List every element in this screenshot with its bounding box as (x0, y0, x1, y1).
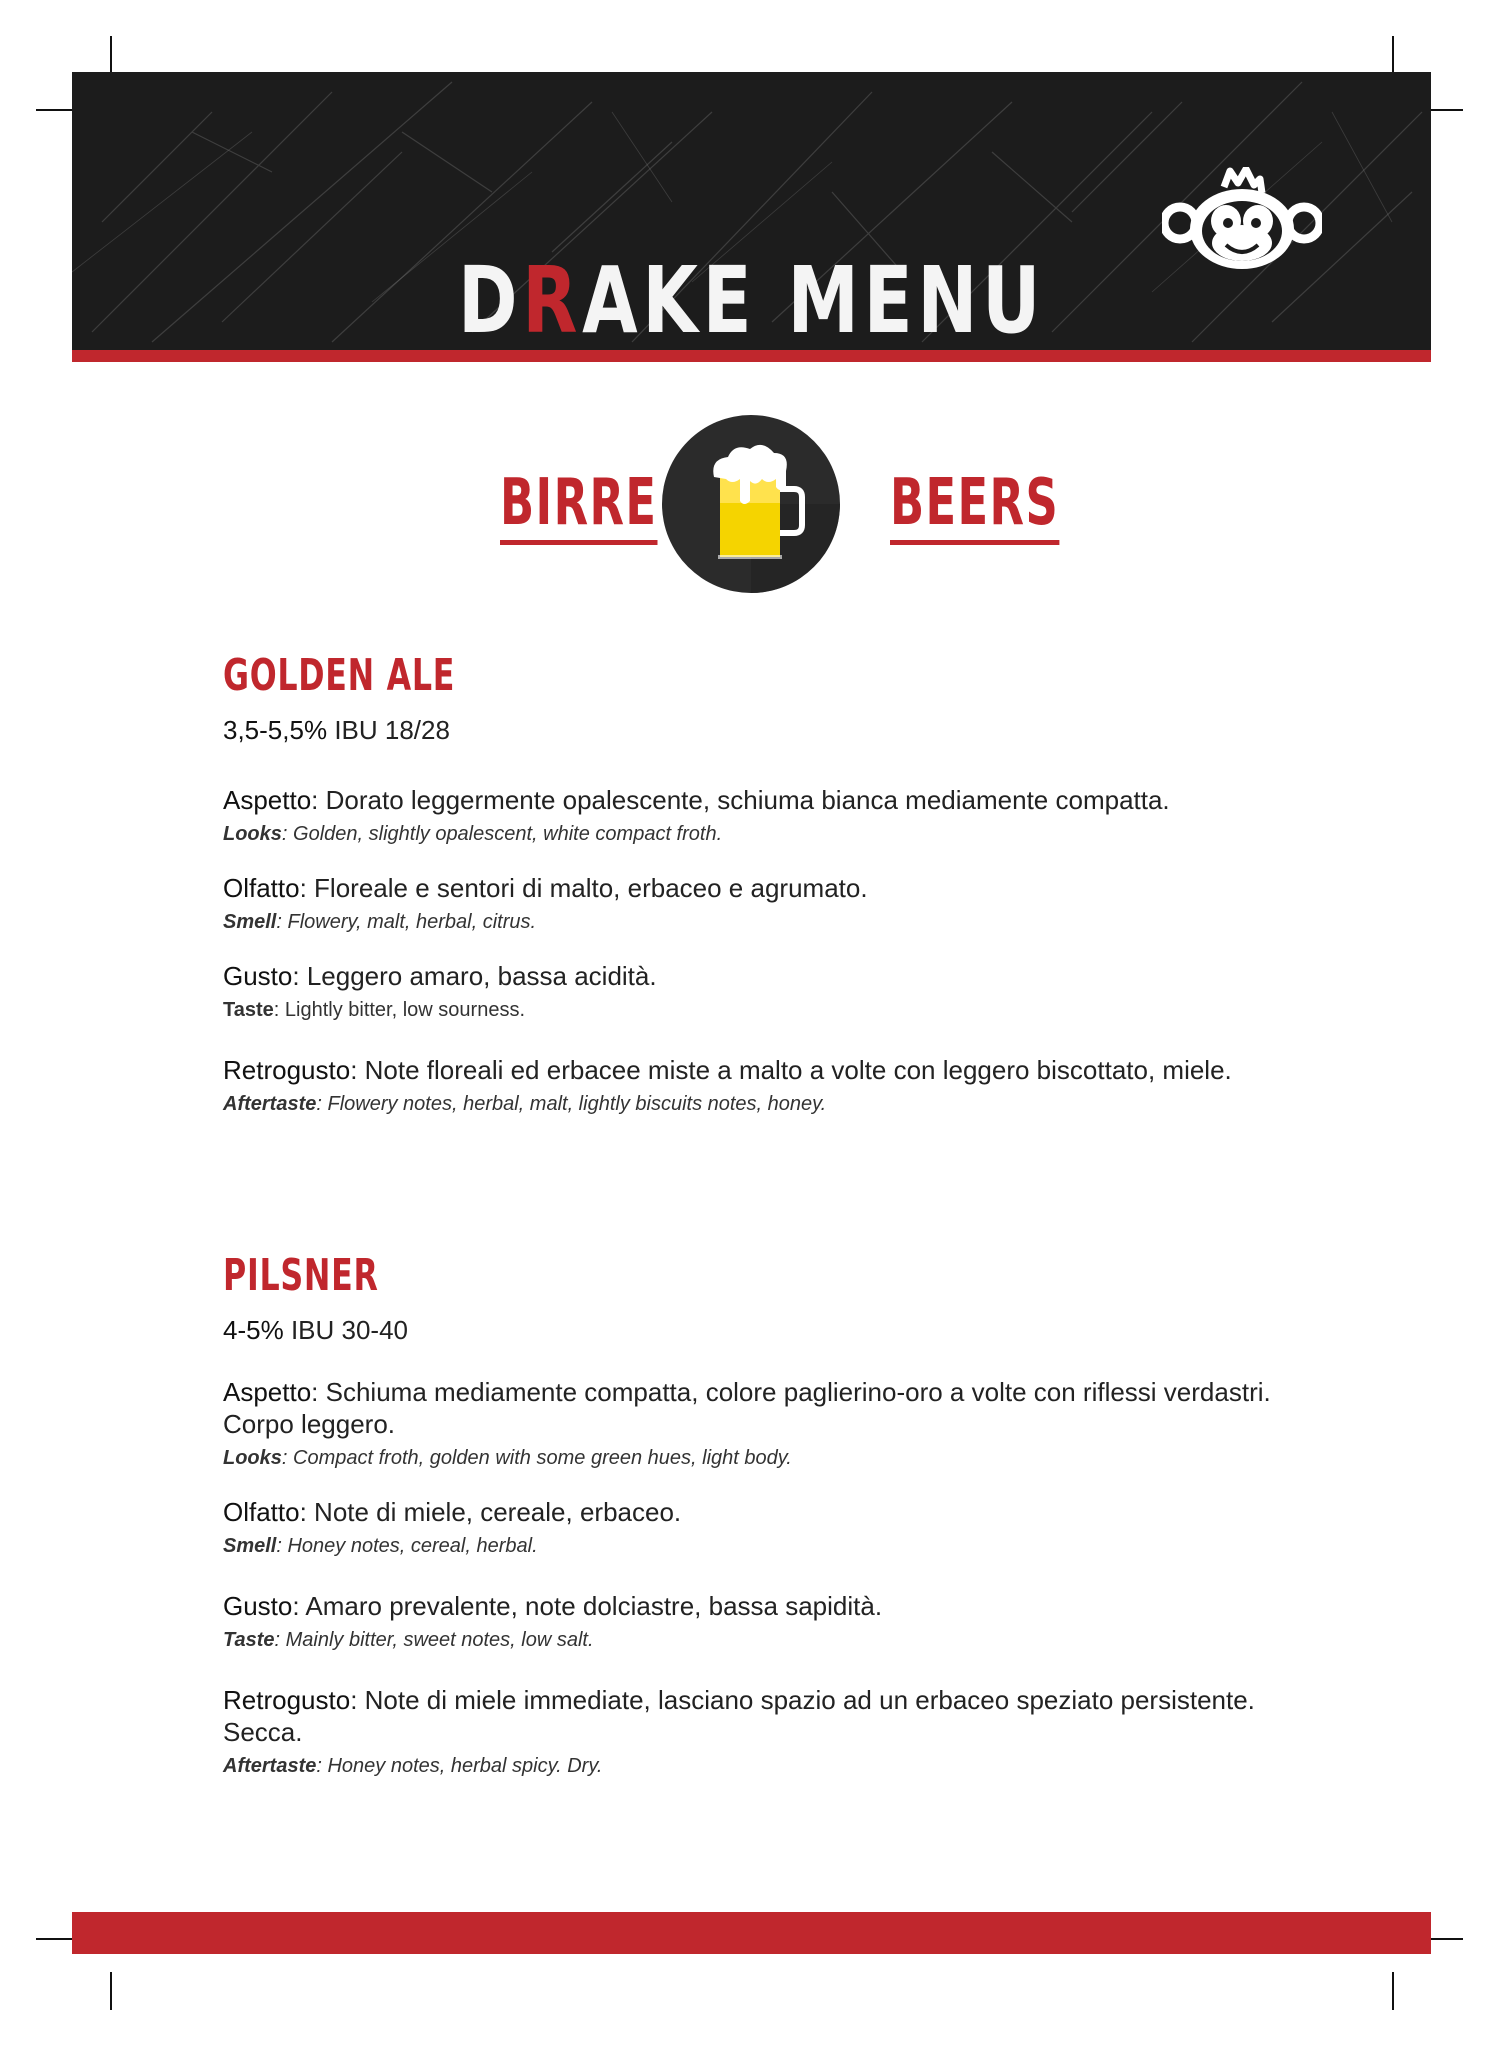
note-label-en: Taste (223, 999, 274, 1021)
note-text: : Amaro prevalente, note dolciastre, bassa sapidità. (292, 1591, 883, 1621)
note-label: Retrogusto (223, 1055, 351, 1085)
note-text: : Dorato leggermente opalescente, schiuma bianca mediamente compatta. (311, 785, 1170, 815)
note-text-en: : Honey notes, cereal, herbal. (276, 1535, 538, 1557)
tasting-note-looks (223, 1376, 1303, 1472)
crop-mark (110, 1972, 112, 2010)
note-label-en: Looks (223, 1447, 282, 1469)
note-label-en: Smell (223, 1535, 277, 1557)
note-text: : Note di miele, cereale, erbaceo. (299, 1497, 682, 1527)
note-text-en: : Honey notes, herbal spicy. Dry. (316, 1755, 603, 1777)
note-text: : Note di miele immediate, lasciano spazio ad un erbaceo speziato persistente. Secca. (223, 1685, 1255, 1747)
footer-accent-stripe (72, 1912, 1431, 1954)
beer-entry-golden-ale (223, 650, 1303, 1118)
beer-name: GOLDEN ALE (223, 650, 456, 701)
crop-mark (36, 1938, 74, 1940)
note-label-en: Aftertaste (223, 1755, 317, 1777)
note-label-en: Looks (223, 823, 282, 845)
beer-specs (223, 1314, 1303, 1346)
section-label-birre: BIRRE (500, 470, 657, 545)
note-label: Gusto (223, 961, 293, 991)
menu-title (221, 247, 1281, 350)
crop-mark (36, 109, 74, 111)
note-label: Olfatto (223, 1497, 300, 1527)
note-text-en: : Compact froth, golden with some green hues, light body. (281, 1447, 792, 1469)
note-text: : Floreale e sentori di malto, erbaceo e agrumato. (299, 873, 868, 903)
tasting-note-looks (223, 784, 1303, 848)
beer-abv: 4-5% (223, 1315, 284, 1345)
note-text-en: : Flowery, malt, herbal, citrus. (276, 911, 537, 933)
title-accent-letter: R (522, 247, 583, 350)
note-text: : Leggero amaro, bassa acidità. (292, 961, 657, 991)
header-banner (72, 72, 1431, 350)
tasting-note-taste (223, 960, 1303, 1024)
title-letter-d: D (457, 247, 523, 350)
note-label-en: Smell (223, 911, 277, 933)
header-accent-stripe (72, 350, 1431, 362)
note-label: Aspetto (223, 785, 312, 815)
title-word-2: MENU (787, 247, 1046, 350)
title-word-1-rest: AKE (582, 247, 757, 350)
note-label-en: Aftertaste (223, 1093, 317, 1115)
beer-specs (223, 714, 1303, 746)
note-text-en: : Flowery notes, herbal, malt, lightly biscuits notes, honey. (316, 1093, 827, 1115)
beer-entry-pilsner (223, 1250, 1303, 1780)
note-text-en: : Lightly bitter, low sourness. (273, 999, 525, 1021)
monkey-face-icon (1162, 167, 1322, 277)
tasting-note-aftertaste (223, 1684, 1303, 1780)
note-label: Retrogusto (223, 1685, 351, 1715)
beer-ibu: IBU 30-40 (290, 1315, 409, 1345)
beer-name: PILSNER (223, 1250, 379, 1301)
note-label: Aspetto (223, 1377, 312, 1407)
note-text-en: : Mainly bitter, sweet notes, low salt. (274, 1629, 594, 1651)
section-label-beers: BEERS (890, 470, 1059, 545)
beer-abv: 3,5-5,5% (223, 715, 328, 745)
crop-mark (110, 36, 112, 74)
tasting-note-taste (223, 1590, 1303, 1654)
beer-mug-icon (662, 415, 840, 593)
note-text: : Note floreali ed erbacee miste a malto a volte con leggero biscottato, miele. (350, 1055, 1232, 1085)
tasting-note-smell (223, 1496, 1303, 1560)
note-text-en: : Golden, slightly opalescent, white compact froth. (281, 823, 723, 845)
note-label: Gusto (223, 1591, 293, 1621)
crop-mark (1392, 36, 1394, 74)
beer-ibu: IBU 18/28 (334, 715, 450, 745)
tasting-note-aftertaste (223, 1054, 1303, 1118)
note-text: : Schiuma mediamente compatta, colore paglierino-oro a volte con riflessi verdastri. Corpo leggero. (223, 1377, 1271, 1439)
tasting-note-smell (223, 872, 1303, 936)
crop-mark (1392, 1972, 1394, 2010)
note-label: Olfatto (223, 873, 300, 903)
note-label-en: Taste (223, 1629, 275, 1651)
